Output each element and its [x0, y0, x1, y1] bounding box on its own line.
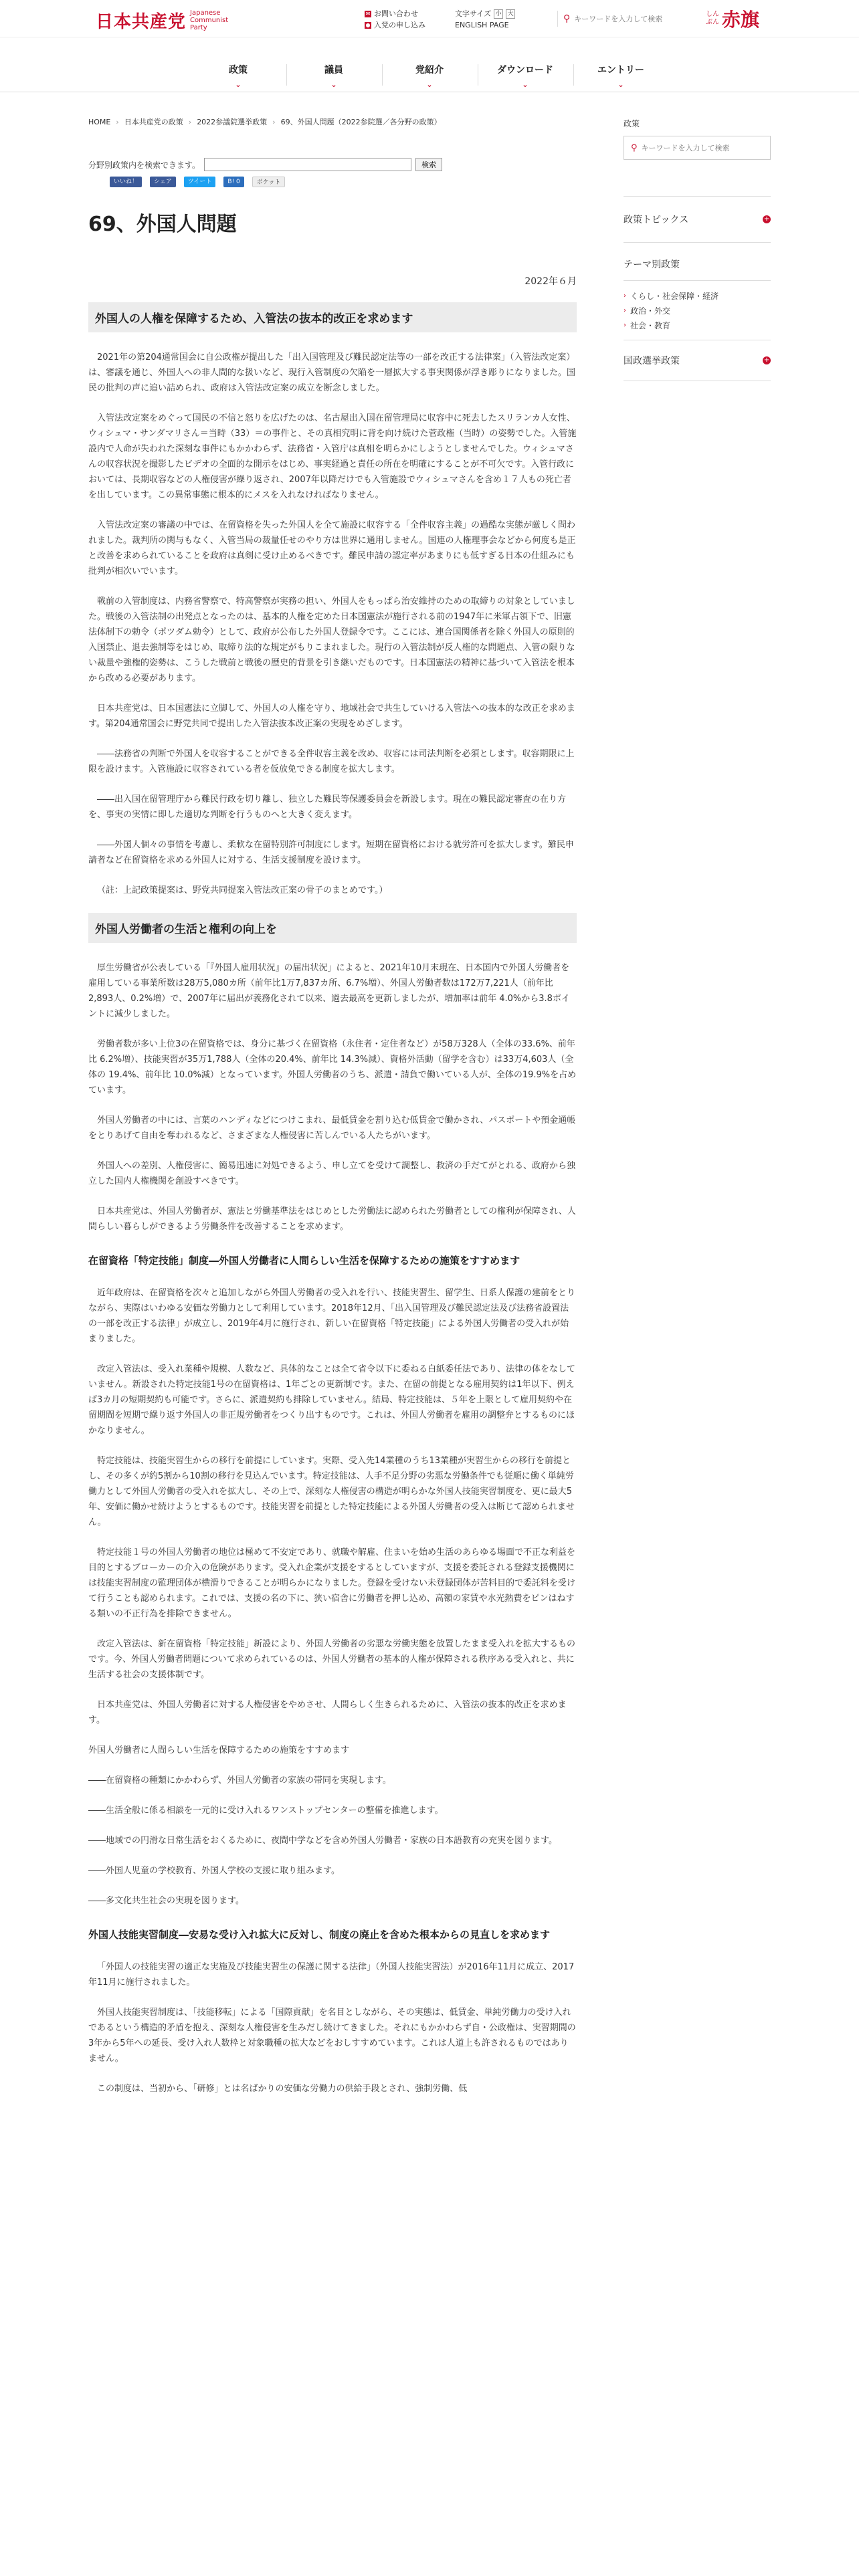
main-content [88, 92, 577, 2111]
search-icon: ⚲ [631, 142, 638, 153]
paragraph: 外国人労働者に人間らしい生活を保障するための施策をすすめます [88, 1745, 350, 1755]
paragraph: ――出入国在留管理庁から難民行政を切り離し、独立した難民等保護委員会を新設します。現在の難民認定審査の在り方を、事実の実情に即した適切な判断を行うものへと大きく変えます。 [88, 794, 566, 820]
nav-members[interactable] [286, 37, 382, 92]
plus-icon: + [763, 215, 770, 223]
sub-heading: 在留資格「特定技能」制度―外国人労働者に人間らしい生活を保障するための施策をすすめます [88, 1255, 520, 1267]
font-large-button[interactable]: 大 [506, 9, 515, 19]
nav-label: 議員 [324, 65, 343, 76]
paragraph: 近年政府は、在留資格を次々と追加しながら外国人労働者の受入れを行い、技能実習生、留学生、日系人保護の建前をとりながら、実際はいわゆる安価な労働力として利用しています。2018年12月、「出入国管理及び難民認定法及び法務省設置法の一部を改正する法律」が成立し、2019年4月に施行され、新しい在留資格「特定技能」による外国人労働者の受入れが始まりました。 [88, 1288, 576, 1344]
nav-label: 党紹介 [415, 65, 444, 76]
paragraph: （註：上記政策提案は、野党共同提案入管法改正案の骨子のまとめです。） [97, 885, 388, 895]
breadcrumb-current: 69、外国人問題（2022参院選／各分野の政策） [280, 118, 442, 126]
nav-entry[interactable] [573, 37, 669, 92]
paragraph: 外国人技能実習制度は、「技能移転」による「国際貢献」を名目としながら、その実態は、低賃金、単純労働力の受け入れであるという構造的矛盾を抱え、深刻な人権侵害を生みだし続けてきました。それにもかかわらず自・公政権は、実習期間の3年から5年への延長、受け入れ人数枠と対象職種の拡大などをおしすすめています。これは人道上も許されるものではありません。 [88, 2008, 576, 2064]
paragraph: 特定技能１号の外国人労働者の地位は極めて不安定であり、就職や解雇、住まいを始め生活のあらゆる場面で不正な利益を目的とするブローカーの介入の危険があります。受入れ企業が支援をするとしていますが、支援を委託される登録支援機関には技能実習制度の監理団体が横滑りできることが明らかになりました。登録を受けない未登録団体が苦料目的で委託料を受けて行うことも認められます。これでは、支援の名の下に、狭い宿舎に労働者を押し込め、高額の家賃や水光熱費をピンはねする類いの不正行為を排除できません。 [88, 1547, 576, 1619]
paragraph: 労働者数が多い上位3の在留資格では、身分に基づく在留資格（永住者・定住者など）が58万328人（全体の33.6%、前年比 6.2%増）、技能実習が35万1,788人（全体の20.4%、前年比 14.3%減）、資格外活動（留学を含む）は33万4,603人（全体の 19.4%、前年比 10.0%減）となっています。外国人労働者のうち、派遣・請負で働いている人が、全体の19.9%を占めています。 [88, 1039, 577, 1095]
sidebar-election-label: 国政選挙政策 [624, 356, 680, 366]
sub-heading: 外国人技能実習制度―安易な受け入れ拡大に反対し、制度の廃止を含めた根本からの見直しを求めます [88, 1929, 551, 1941]
field-search [88, 158, 577, 171]
nav-about[interactable] [382, 37, 478, 92]
chevron-right-icon: › [624, 307, 626, 314]
nav-label: ダウンロード [497, 65, 553, 76]
field-search-input[interactable] [204, 158, 411, 171]
akahata-logo[interactable] [706, 5, 759, 32]
sidebar-field-item[interactable] [624, 318, 771, 333]
sidebar-field-list [624, 281, 771, 340]
section-heading: 外国人の人権を保障するため、入管法の抜本的改正を求めます [88, 302, 577, 332]
mail-icon: ✉ [365, 10, 371, 17]
sidebar-field-item[interactable] [624, 304, 771, 318]
sidebar [624, 92, 771, 2111]
sidebar-search [624, 136, 771, 160]
breadcrumb [88, 116, 577, 127]
breadcrumb-election[interactable]: 2022参議院選挙政策 [197, 118, 268, 126]
sidebar-field-item[interactable] [624, 289, 771, 304]
paragraph: 改定入管法は、新在留資格「特定技能」新設により、外国人労働者の劣悪な労働実態を放置したまま受入れを拡大するものです。今、外国人労働者問題について求められているのは、外国人労働者の基本的人権が保障される秩序ある受入れと、共に生活する社会の支援体制です。 [88, 1639, 576, 1680]
paragraph: 日本共産党は、日本国憲法に立脚して、外国人の人権を守り、地域社会で共生していける入管法への抜本的な改正を求めます。第204通常国会に野党共同で提出した入管法抜本改正案の実現をめざします。 [88, 704, 575, 729]
paragraph: ――外国人児童の学校教育、外国人学校の支援に取り組みます。 [88, 1866, 340, 1876]
field-search-button[interactable]: 検索 [415, 158, 442, 171]
chevron-down-icon: ⌄ [235, 80, 242, 89]
sidebar-election[interactable] [624, 340, 771, 381]
chevron-down-icon: ⌄ [617, 80, 624, 89]
paragraph: 戦前の入管制度は、内務省警察で、特高警察が実務の担い、外国人をもっぱら治安維持のための取締りの対象としていました。戦後の入管法制の出発点となったのは、基本的人権を定めた日本国憲法が施行される前の1947年に米軍占領下で、旧憲法体制下の勅令（ポツダム勅令）として、政府が公布した外国人登録令です。ここには、連合国関係者を除く外国人の原則的入国禁止、退去強制等をはじめ、取締り法的な規定がもりこまれました。現行の入管法制が反人権的な問題点、入管の限りない裁量や強権的姿勢は、こうした戦前と戦後の歴史的背景を引き継いだものです。日本国憲法の精神に基づいて入管法を根本から改める必要があります。 [88, 597, 575, 683]
breadcrumb-home[interactable]: HOME [88, 117, 111, 126]
breadcrumb-policy[interactable]: 日本共産党の政策 [124, 118, 183, 126]
paragraph: ――生活全般に係る相談を一元的に受け入れるワンストップセンターの整備を推進します。 [88, 1806, 444, 1816]
logo-en: Japanese Communist Party [190, 9, 229, 31]
chevron-down-icon: ⌄ [330, 80, 337, 89]
paragraph: 日本共産党は、外国人労働者に対する人権侵害をやめさせ、人間らしく生きられるために、入管法の抜本的改正を求めます。 [88, 1700, 567, 1725]
paragraph: 入管法改定案の審議の中では、在留資格を失った外国人を全て施設に収容する「全件収容主義」の過酷な実態が厳しく問われました。裁判所の関与もなく、入管当局の裁量任せのやり方は世界に通用しません。国連の人権理事会などから何度も是正と改善を求められていることを政府は真剣に受け止めるべきです。難民申請の認定率があまりにも低すぎる日本の仕組みにも批判が相次いでいます。 [88, 520, 576, 576]
paragraph: 「外国人の技能実習の適正な実施及び技能実習生の保護に関する法律」（外国人技能実習法）が2016年11月に成立、2017年11月に施行されました。 [88, 1962, 575, 1988]
facebook-like-button[interactable]: いいね！ [110, 177, 142, 187]
sidebar-label: 政策 [624, 119, 640, 128]
paragraph: ――外国人個々の事情を考慮し、柔軟な在留特別許可制度にします。短期在留資格における就労許可を拡大します。難民申請者など在留資格を求める外国人に対する、生活支援制度を設けます。 [88, 840, 574, 865]
font-size-control [455, 8, 515, 31]
plus-icon: + [763, 356, 770, 364]
site-logo[interactable] [96, 8, 237, 33]
page-title: 69、外国人問題 [88, 213, 237, 236]
font-small-button[interactable]: 小 [494, 9, 503, 19]
person-icon: ● [365, 21, 371, 28]
top-links [365, 8, 425, 31]
tweet-button[interactable]: ツイート [184, 177, 216, 187]
section-heading: 外国人労働者の生活と権利の向上を [88, 913, 577, 943]
join-link[interactable] [365, 19, 425, 31]
nav-label: 政策 [229, 65, 248, 76]
breadcrumb-separator: › [116, 117, 119, 126]
akahata-big: 赤旗 [722, 9, 760, 31]
join-link-label: 入党の申し込み [374, 21, 425, 29]
header-search-input[interactable] [574, 15, 688, 23]
header-search [557, 11, 691, 27]
sidebar-field-title: テーマ別政策 [624, 243, 771, 281]
paragraph: 改定入管法は、受入れ業種や規模、人数など、具体的なことは全て省令以下に委ねる白紙委任法であり、法律の体をなしていません。新設された特定技能1号の在留資格は、1年ごとの更新制です。また、在留の前提となる雇用契約は1年以下、例えば3カ月の短期契約も可能です。さらに、派遣契約も排除していません。結局、特定技能は、５年を上限として雇用契約や在留期間を短期で繰り返す外国人の非正規労働者をつくり出すものです。これは、外国人労働者を雇用の調整弁とするものにほかなりません。 [88, 1364, 576, 1436]
sidebar-topics-label: 政策トピックス [624, 215, 689, 225]
paragraph: 特定技能は、技能実習生からの移行を前提にしています。実際、受入先14業種のうち13業種が実習生からの移行を前提とし、その多くが約5割から10割の移行を見込んでいます。特定技能は、人手不足分野の劣悪な労働条件でも従順に働く単純労働力として外国人労働者の受入れを拡大し、その上で、深刻な人権侵害の構造が明らかな外国人技能実習制度を、更に最大5年、安価に働かせ続けようとするものです。技能実習を前提とした特定技能による外国人労働者の受入は断じて認められません。 [88, 1456, 575, 1527]
main-nav [0, 37, 859, 92]
chevron-right-icon: › [624, 322, 626, 329]
contact-link-label: お問い合わせ [374, 9, 418, 18]
english-page-link[interactable]: ENGLISH PAGE [455, 21, 509, 29]
chevron-right-icon: › [624, 292, 626, 300]
pocket-button[interactable]: ポケット [252, 177, 286, 187]
sidebar-field-item-label: 社会・教育 [630, 321, 671, 330]
sidebar-search-input[interactable] [642, 144, 749, 152]
paragraph: 外国人労働者の中には、言葉のハンディなどにつけこまれ、最低賃金を割り込む低賃金で働かされ、パスポートや預金通帳をとりあげて自由を奪われるなど、さまざまな人権侵害に苦しんでいる人たちがいます。 [88, 1115, 576, 1141]
paragraph: ――地域での円滑な日常生活をおくるために、夜間中学などを含め外国人労働者・家族の日本語教育の充実を図ります。 [88, 1836, 557, 1846]
hatena-button[interactable]: B! 0 [223, 177, 244, 187]
site-header [0, 0, 859, 37]
font-size-label: 文字サイズ [455, 9, 492, 18]
paragraph: ――多文化共生社会の実現を図ります。 [88, 1896, 244, 1906]
publish-date: 2022年６月 [524, 276, 577, 287]
breadcrumb-separator: › [272, 117, 276, 126]
field-search-label: 分野別政策内を検索できます。 [88, 160, 201, 170]
paragraph: 厚生労働省が公表している「『外国人雇用状況』の届出状況」によると、2021年10月末現在、日本国内で外国人労働者を雇用している事業所数は28万5,080カ所（前年比1万7,837カ所、6.7%増）、外国人労働者数は172万7,221人（前年比2,893人、0.2%増）で、2007年に届出が義務化されて以来、過去最高を更新しましたが、増加率は前年 4.0%から3.8ポイントに減少しました。 [88, 963, 570, 1019]
nav-label: エントリー [597, 65, 644, 76]
search-icon: ⚲ [563, 13, 571, 24]
paragraph: この制度は、当初から、「研修」とは名ばかりの安価な労働力の供給手段とされ、強制労働、低 [97, 2084, 468, 2094]
sidebar-field-item-label: くらし・社会保障・経済 [630, 292, 719, 301]
logo-jp: 日本共産党 [96, 12, 187, 32]
paragraph: 入管法改定案をめぐって国民の不信と怒りを広げたのは、名古屋出入国在留管理局に収容中に死去したスリランカ人女性、ウィシュマ・サンダマリさん＝当時（33）＝の事件と、その真相究明に背を向け続けた菅政権（当時）の姿勢でした。入管施設内で人命が失われた深刻な事件にもかかわらず、法務省・入管庁は真相を明らかにしようとしませんでした。ウィシュマさんの収容状況を撮影したビデオの全面的な開示をはじめ、事実経過と責任の所在を明確にすることが不可欠です。入管行政においては、長期収容などの人権侵害が繰り返され、2007年以降だけでも入管施設でウィシュマさんを含め１７人もの死亡者を出しています。この異常事態に根本的にメスを入れなければなりません。 [88, 413, 577, 500]
paragraph: 外国人への差別、人権侵害に、簡易迅速に対処できるよう、申し立てを受けて調整し、救済の手だてがとれる、政府から独立した国内人権機関を創設すべきです。 [88, 1161, 576, 1186]
paragraph: 2021年の第204通常国会に自公政権が提出した「出入国管理及び難民認定法等の一部を改正する法律案」（入管法改定案）は、審議を通じ、外国人への非人間的な扱いなど、現行入管制度の欠陥を一層拡大する事実関係が浮き彫りになりました。国民の批判の声に追い詰められ、政府は入管法改定案の成立を断念しました。 [88, 352, 576, 393]
breadcrumb-separator: › [188, 117, 192, 126]
facebook-share-button[interactable]: シェア [150, 177, 176, 187]
share-buttons [88, 177, 577, 187]
paragraph: 日本共産党は、外国人労働者が、憲法と労働基準法をはじめとした労働法に認められた労働者としての権利が保障され、人間らしい暮らしができるよう労働条件を改善することを求めます。 [88, 1206, 576, 1232]
akahata-small: しんぶん [706, 11, 719, 26]
page-wrap [88, 92, 771, 2111]
sidebar-topics[interactable] [624, 196, 771, 243]
paragraph: ――在留資格の種類にかかわらず、外国人労働者の家族の帯同を実現します。 [88, 1776, 391, 1786]
chevron-down-icon: ⌄ [426, 80, 433, 89]
contact-link[interactable] [365, 8, 425, 19]
chevron-down-icon: ⌄ [522, 80, 529, 89]
sidebar-field-item-label: 政治・外交 [630, 306, 671, 316]
nav-download[interactable] [478, 37, 573, 92]
paragraph: ――法務省の判断で外国人を収容することができる全件収容主義を改め、収容には司法判断を必須とします。収容期限に上限を設けます。入管施設に収容されている者を仮放免できる制度を拡大します。 [88, 749, 575, 774]
nav-policy[interactable] [191, 37, 286, 92]
